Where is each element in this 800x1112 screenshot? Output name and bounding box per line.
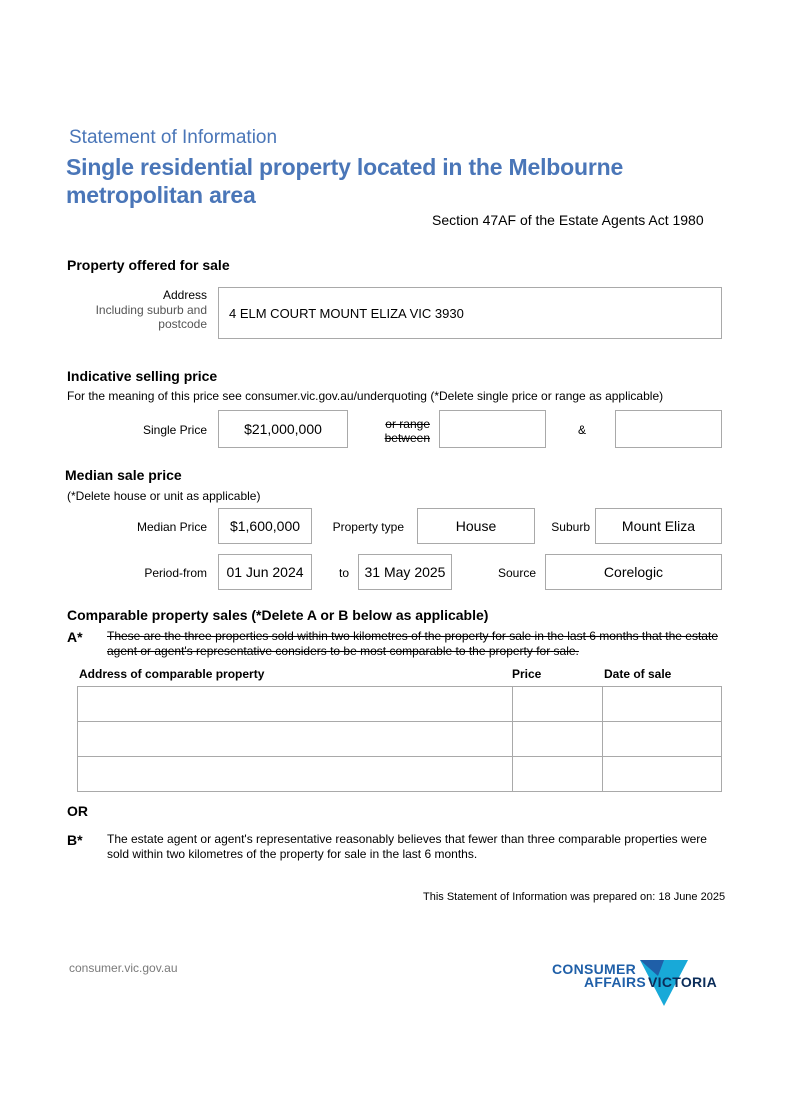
prepared-date: This Statement of Information was prepared on: 18 June 2025: [423, 891, 726, 903]
range-to-field: [615, 410, 722, 448]
source-label: Source: [497, 566, 536, 580]
indicative-heading: Indicative selling price: [67, 368, 218, 384]
row-date-cell: [603, 757, 722, 792]
source-field: Corelogic: [545, 554, 722, 590]
suburb-field: Mount Eliza: [595, 508, 722, 544]
address-sublabel: Including suburb and postcode: [95, 303, 207, 331]
option-b-marker: B*: [67, 832, 83, 848]
period-from-label: Period-from: [144, 566, 207, 580]
col-address-header: Address of comparable property: [79, 667, 265, 681]
row-price-cell: [513, 757, 603, 792]
suburb-label: Suburb: [551, 520, 590, 534]
comparable-table: [77, 686, 722, 792]
row-address-cell: [78, 687, 513, 722]
indicative-note: For the meaning of this price see consumer.vic.gov.au/underquoting (*Delete single price or range as applicable): [67, 389, 664, 403]
section-reference: Section 47AF of the Estate Agents Act 1980: [432, 212, 704, 228]
range-from-field: [439, 410, 546, 448]
table-row: [78, 722, 722, 757]
option-a-marker: A*: [67, 629, 83, 645]
logo-victoria: VICTORIA: [648, 974, 718, 990]
option-b-text: The estate agent or agent's representative reasonably believes that fewer than three comparable properties were sold within two kilometres of the property for sale in the last 6 months.: [107, 832, 707, 861]
median-note: (*Delete house or unit as applicable): [67, 489, 261, 503]
to-label: to: [339, 566, 350, 580]
footer-website: consumer.vic.gov.au: [69, 961, 178, 975]
row-price-cell: [513, 722, 603, 757]
document-title: Single residential property located in the Melbourne metropolitan area: [66, 154, 624, 208]
table-row: [78, 687, 722, 722]
ampersand-label: &: [578, 423, 587, 437]
logo-consumer: CONSUMER: [552, 961, 637, 977]
property-heading: Property offered for sale: [67, 257, 230, 273]
table-row: [78, 757, 722, 792]
address-field: 4 ELM COURT MOUNT ELIZA VIC 3930: [218, 287, 722, 339]
col-date-header: Date of sale: [604, 667, 672, 681]
row-price-cell: [513, 687, 603, 722]
statement-label: Statement of Information: [69, 127, 278, 148]
single-price-label: Single Price: [142, 423, 207, 437]
col-price-header: Price: [512, 667, 542, 681]
consumer-affairs-logo: [548, 958, 728, 1010]
range-label-line1: or range: [385, 417, 430, 431]
period-to-field: 31 May 2025: [358, 554, 452, 590]
row-date-cell: [603, 687, 722, 722]
median-price-field: $1,600,000: [218, 508, 312, 544]
option-a-text: These are the three properties sold within two kilometres of the property for sale in the last 6 months that the estate agent or agent's representative considers to be most comparable to the property for sale.: [107, 629, 718, 658]
property-type-label: Property type: [332, 520, 404, 534]
range-label: [362, 417, 430, 445]
median-heading: Median sale price: [65, 467, 182, 483]
range-label-line2: between: [384, 431, 430, 445]
comparable-heading: Comparable property sales (*Delete A or B below as applicable): [67, 607, 489, 623]
row-date-cell: [603, 722, 722, 757]
logo-affairs: AFFAIRS: [584, 974, 646, 990]
median-price-label: Median Price: [136, 520, 207, 534]
or-label: OR: [67, 803, 88, 819]
single-price-field: $21,000,000: [218, 410, 348, 448]
row-address-cell: [78, 722, 513, 757]
address-label: Address: [162, 288, 207, 302]
row-address-cell: [78, 757, 513, 792]
period-from-field: 01 Jun 2024: [218, 554, 312, 590]
property-type-field: House: [417, 508, 535, 544]
